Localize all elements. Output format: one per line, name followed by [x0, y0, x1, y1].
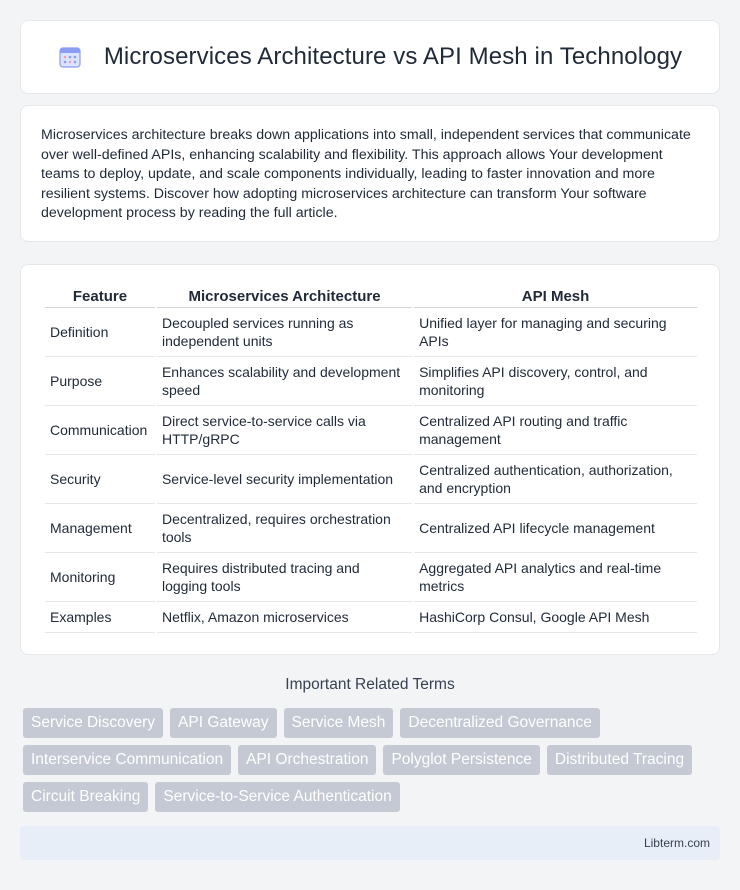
title-card [20, 20, 720, 94]
feature-cell: Monitoring [45, 553, 155, 602]
feature-cell: Security [45, 455, 155, 504]
api-mesh-cell: Aggregated API analytics and real-time metrics [414, 553, 697, 602]
api-mesh-cell: Unified layer for managing and securing APIs [414, 308, 697, 357]
api-mesh-cell: HashiCorp Consul, Google API Mesh [414, 602, 697, 633]
tag-distributed-tracing[interactable]: Distributed Tracing [547, 745, 692, 775]
microservices-cell: Direct service-to-service calls via HTTP/gRPC [157, 406, 412, 455]
feature-cell: Purpose [45, 357, 155, 406]
table-row [45, 406, 697, 455]
intro-card [20, 105, 720, 242]
microservices-cell: Decentralized, requires orchestration tools [157, 504, 412, 553]
tag-decentralized-governance[interactable]: Decentralized Governance [400, 708, 600, 738]
table-row [45, 357, 697, 406]
feature-cell: Management [45, 504, 155, 553]
header-api-mesh: API Mesh [414, 285, 697, 308]
footer-site-link[interactable]: Libterm.com [643, 836, 710, 850]
api-mesh-cell: Simplifies API discovery, control, and monitoring [414, 357, 697, 406]
calendar-icon [58, 45, 82, 69]
intro-paragraph: Microservices architecture breaks down applications into small, independent services that communicate over well-defined APIs, enhancing scalability and flexibility. This approach allows Your development teams to deploy, update, and scale components individually, leading to faster innovation and more resilient systems. Discover how adopting microservices architecture can transform Your software development process by reading the full article. [41, 127, 691, 222]
table-row [45, 553, 697, 602]
table-row [45, 504, 697, 553]
tag-interservice-communication[interactable]: Interservice Communication [23, 745, 231, 775]
table-header-row [45, 285, 697, 308]
tag-service-discovery[interactable]: Service Discovery [23, 708, 163, 738]
tag-api-orchestration[interactable]: API Orchestration [238, 745, 376, 775]
feature-cell: Definition [45, 308, 155, 357]
microservices-cell: Netflix, Amazon microservices [157, 602, 412, 633]
tag-polyglot-persistence[interactable]: Polyglot Persistence [383, 745, 539, 775]
comparison-card [20, 264, 720, 655]
tag-circuit-breaking[interactable]: Circuit Breaking [23, 782, 148, 812]
table-row [45, 455, 697, 504]
api-mesh-cell: Centralized API routing and traffic management [414, 406, 697, 455]
table-row [45, 602, 697, 633]
feature-cell: Examples [45, 602, 155, 633]
table-row [45, 308, 697, 357]
related-terms-list [23, 708, 723, 812]
header-feature: Feature [45, 285, 155, 308]
related-terms-heading: Important Related Terms [285, 676, 455, 693]
microservices-cell: Enhances scalability and development speed [157, 357, 412, 406]
tag-service-to-service-authentication[interactable]: Service-to-Service Authentication [155, 782, 399, 812]
api-mesh-cell: Centralized API lifecycle management [414, 504, 697, 553]
tag-service-mesh[interactable]: Service Mesh [284, 708, 394, 738]
page-title: Microservices Architecture vs API Mesh in Technology [103, 43, 683, 70]
microservices-cell: Service-level security implementation [157, 455, 412, 504]
comparison-table [43, 285, 699, 633]
microservices-cell: Decoupled services running as independent units [157, 308, 412, 357]
footer [20, 826, 720, 860]
api-mesh-cell: Centralized authentication, authorization, and encryption [414, 455, 697, 504]
microservices-cell: Requires distributed tracing and logging tools [157, 553, 412, 602]
feature-cell: Communication [45, 406, 155, 455]
header-microservices: Microservices Architecture [157, 285, 412, 308]
tag-api-gateway[interactable]: API Gateway [170, 708, 276, 738]
